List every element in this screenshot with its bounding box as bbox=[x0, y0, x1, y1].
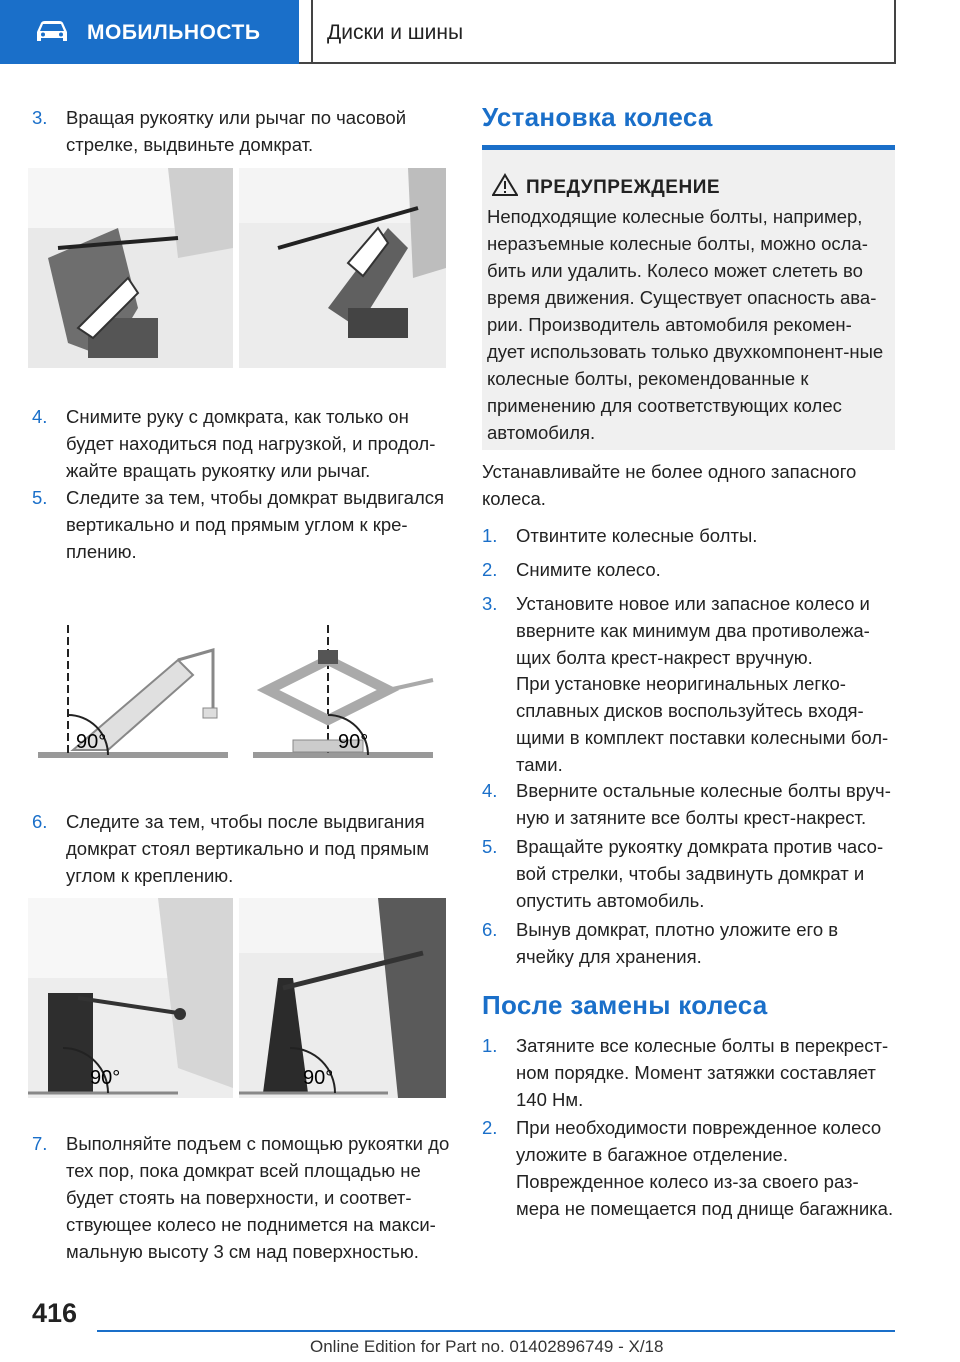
step-text: Затяните все колесные болты в перекрест-ном порядке. Момент затяжки составляет 140 Нм. bbox=[516, 1035, 889, 1110]
car-icon bbox=[34, 19, 70, 50]
step-number: 5. bbox=[482, 836, 498, 857]
step-text: Снимите руку с домкрата, как только он будет находиться под нагрузкой, и продол-жайте вращать рукоятку или рычаг. bbox=[66, 406, 436, 481]
warning-icon bbox=[492, 173, 518, 202]
step-text: Вверните остальные колесные болты вруч-ную и затяните все болты крест-накрест. bbox=[516, 780, 891, 828]
step-text: Следите за тем, чтобы домкрат выдвигался вертикально и под прямым углом к кре-плению. bbox=[66, 487, 445, 562]
angle-label: 90° bbox=[76, 731, 107, 753]
angle-label: 90° bbox=[338, 731, 369, 753]
page-number: 416 bbox=[32, 1298, 78, 1328]
step-text: Выполняйте подъем с помощью рукоятки до тех пор, пока домкрат всей площадью не будет стоять на поверхности, и соответ-ствующее колесо не поднимется на макси-мальную высоту 3 см над поверхностью. bbox=[66, 1133, 450, 1262]
chapter-title: Диски и шины bbox=[327, 21, 464, 44]
step-text: Вращайте рукоятку домкрата против часо-вой стрелки, чтобы задвинуть домкрат и опустить автомобиль. bbox=[516, 836, 884, 911]
section-heading-after: После замены колеса bbox=[482, 990, 768, 1020]
step-number: 1. bbox=[482, 525, 498, 546]
intro-text: Устанавливайте не более одного запасного колеса. bbox=[482, 461, 857, 509]
step-number: 4. bbox=[482, 780, 498, 801]
step-text: При установке неоригинальных легко-сплавных дисков воспользуйтесь входя-щими в комплект поставки колесными бол-тами. bbox=[516, 673, 889, 775]
section-heading-install: Установка колеса bbox=[482, 102, 713, 132]
step-number: 2. bbox=[482, 559, 498, 580]
section-label: МОБИЛЬНОСТЬ bbox=[87, 21, 261, 44]
step-text: Следите за тем, чтобы после выдвигания домкрат стоял вертикально и под прямым углом к креплению. bbox=[66, 811, 430, 886]
warning-text: Неподходящие колесные болты, например, неразъемные колесные болты, можно осла-бить или удалить. Колесо может слететь во время движения. Существует опасность ава-рии. Производитель автомобиля рекомен-дует использовать только двухкомпонент-ные колесные болты, рекомендованные к применению для соответствующих колес автомобиля. bbox=[487, 206, 884, 443]
step-text: Отвинтите колесные болты. bbox=[516, 525, 758, 546]
step-number: 6. bbox=[32, 811, 48, 832]
step-text: Снимите колесо. bbox=[516, 559, 661, 580]
step-number: 3. bbox=[482, 593, 498, 614]
step-text: Вынув домкрат, плотно уложите его в ячейку для хранения. bbox=[516, 919, 839, 967]
jack-vertical-photo bbox=[28, 898, 446, 1098]
chapter-header bbox=[299, 0, 896, 64]
step-text: Установите новое или запасное колесо и вверните как минимум два противолежа-щих болта крест-накрест вручную. bbox=[516, 593, 870, 668]
step-text: Поврежденное колесо из-за своего раз-мера не помещается под днище багажника. bbox=[516, 1171, 894, 1219]
edition-footer[interactable]: Online Edition for Part no. 01402896749 - X/18 bbox=[310, 1337, 664, 1356]
step-text: Вращая рукоятку или рычаг по часовой стрелке, выдвиньте домкрат. bbox=[66, 107, 407, 155]
step-number: 1. bbox=[482, 1035, 498, 1056]
step-number: 5. bbox=[32, 487, 48, 508]
jack-extension-photo bbox=[28, 168, 446, 368]
step-number: 6. bbox=[482, 919, 498, 940]
step-number: 2. bbox=[482, 1117, 498, 1138]
angle-label: 90° bbox=[90, 1067, 121, 1089]
angle-label: 90° bbox=[303, 1067, 334, 1089]
section-tab[interactable] bbox=[0, 0, 299, 64]
warning-title: ПРЕДУПРЕЖДЕНИЕ bbox=[526, 177, 721, 198]
step-number: 7. bbox=[32, 1133, 48, 1154]
step-number: 4. bbox=[32, 406, 48, 427]
warning-box bbox=[482, 145, 895, 450]
step-number: 3. bbox=[32, 107, 48, 128]
jack-angle-diagram bbox=[28, 620, 446, 770]
step-text: При необходимости поврежденное колесо уложите в багажное отделение. bbox=[516, 1117, 882, 1165]
